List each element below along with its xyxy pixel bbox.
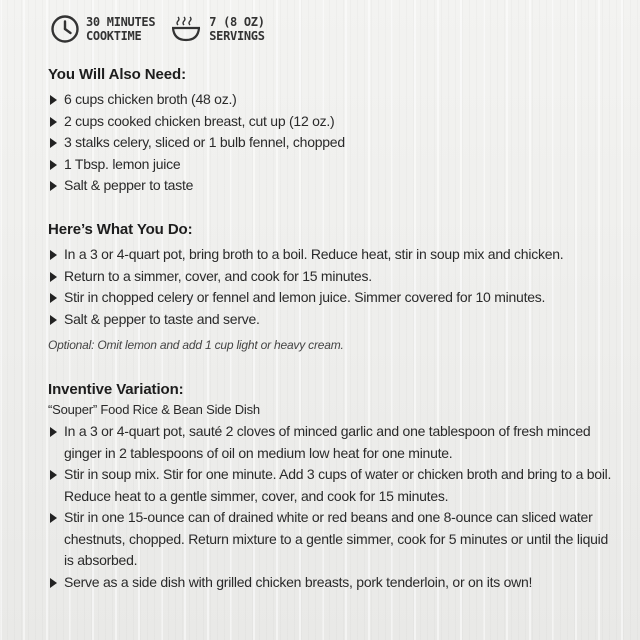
instructions-list: [48, 244, 638, 330]
variation-subtitle: “Souper” Food Rice & Bean Side Dish: [48, 402, 260, 417]
list-item: Stir in chopped celery or fennel and lemon juice. Simmer covered for 10 minutes.: [48, 287, 638, 309]
list-item: In a 3 or 4-quart pot, bring broth to a boil. Reduce heat, stir in soup mix and chicken.: [48, 244, 638, 266]
list-item: Serve as a side dish with grilled chicken breasts, pork tenderloin, or on its own!: [48, 572, 618, 594]
list-item: Salt & pepper to taste and serve.: [48, 309, 638, 331]
ingredients-heading: You Will Also Need:: [48, 66, 186, 83]
servings-label: SERVINGS: [209, 29, 265, 43]
variation-section: [48, 380, 618, 593]
list-item: 2 cups cooked chicken breast, cut up (12 oz.): [48, 111, 638, 133]
cooktime-stat: [50, 14, 155, 44]
variation-list: [48, 421, 618, 593]
clock-icon: [50, 14, 80, 44]
list-item: Return to a simmer, cover, and cook for 15 minutes.: [48, 266, 638, 288]
instructions-heading: Here’s What You Do:: [48, 221, 193, 238]
ingredients-list: [48, 89, 638, 197]
servings-value: 7 (8 OZ): [209, 15, 265, 29]
servings-stat: [169, 14, 264, 44]
bowl-icon: [169, 14, 203, 44]
variation-heading: Inventive Variation:: [48, 381, 184, 398]
list-item: Stir in one 15-ounce can of drained white or red beans and one 8-ounce can sliced water chestnuts, chopped. Return mixture to a gentle simmer, cook for 5 minutes or until the liquid is absorbed.: [48, 507, 618, 572]
cooktime-value: 30 MINUTES: [86, 15, 156, 29]
list-item: 3 stalks celery, sliced or 1 bulb fennel, chopped: [48, 132, 638, 154]
cooktime-label: COOKTIME: [86, 29, 142, 43]
list-item: 1 Tbsp. lemon juice: [48, 154, 638, 176]
list-item: Stir in soup mix. Stir for one minute. Add 3 cups of water or chicken broth and bring to a boil. Reduce heat to a gentle simmer, cover, and cook for 15 minutes.: [48, 464, 618, 507]
ingredients-section: [48, 65, 638, 197]
optional-note: Optional: Omit lemon and add 1 cup light or heavy cream.: [48, 338, 344, 352]
list-item: In a 3 or 4-quart pot, sauté 2 cloves of minced garlic and one tablespoon of fresh minced ginger in 2 tablespoons of oil on medium low heat for one minute.: [48, 421, 618, 464]
list-item: Salt & pepper to taste: [48, 175, 638, 197]
list-item: 6 cups chicken broth (48 oz.): [48, 89, 638, 111]
instructions-section: [48, 220, 638, 352]
recipe-stats: [50, 11, 279, 47]
